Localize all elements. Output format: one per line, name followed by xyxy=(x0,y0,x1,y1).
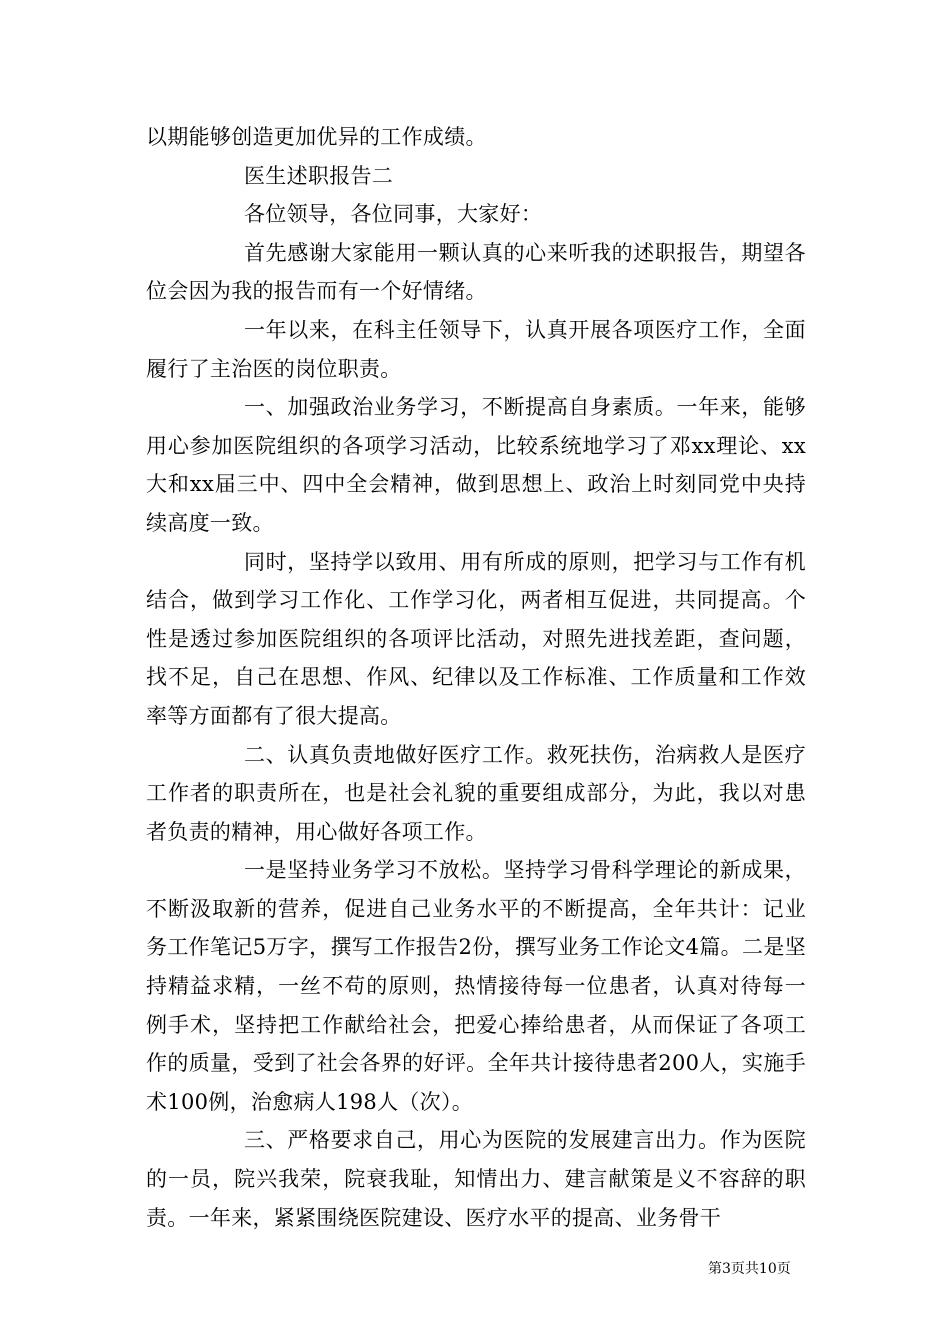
paragraph-point-one: 一、加强政治业务学习，不断提高自身素质。一年来，能够用心参加医院组织的各项学习活动，比较系统地学习了邓xx理论、xx大和xx届三中、四中全会精神，做到思想上、政治上时刻同党中央持续高度一致。 xyxy=(146,395,806,535)
section-heading: 医生述职报告二 xyxy=(244,163,394,188)
paragraph-study-practice: 同时，坚持学以致用、用有所成的原则，把学习与工作有机结合，做到学习工作化、工作学习化，两者相互促进，共同提高。个性是透过参加医院组织的各项评比活动，对照先进找差距，查问题，找不足，自己在思想、作风、纪律以及工作标准、工作质量和工作效率等方面都有了很大提高。 xyxy=(146,549,806,728)
paragraph-greeting: 各位领导，各位同事，大家好： xyxy=(244,202,543,227)
document-body xyxy=(146,118,806,1237)
paragraph-point-two: 二、认真负责地做好医疗工作。救死扶伤，治病救人是医疗工作者的职责所在，也是社会礼貌的重要组成部分，为此，我以对患者负责的精神，用心做好各项工作。 xyxy=(146,742,806,844)
paragraph-thanks: 首先感谢大家能用一颗认真的心来听我的述职报告，期望各位会因为我的报告而有一个好情绪。 xyxy=(146,240,806,304)
paragraph-achievements: 一是坚持业务学习不放松。坚持学习骨科学理论的新成果，不断汲取新的营养，促进自己业务水平的不断提高，全年共计：记业务工作笔记5万字，撰写工作报告2份，撰写业务工作论文4篇。二是坚持精益求精，一丝不苟的原则，热情接待每一位患者，认真对待每一例手术，坚持把工作献给社会，把爱心捧给患者，从而保证了各项工作的质量，受到了社会各界的好评。全年共计接待患者200人，实施手术100例，治愈病人198人（次）。 xyxy=(146,858,806,1114)
paragraph-overview: 一年以来，在科主任领导下，认真开展各项医疗工作，全面履行了主治医的岗位职责。 xyxy=(146,317,806,381)
paragraph-point-three: 三、严格要求自己，用心为医院的发展建言出力。作为医院的一员，院兴我荣，院衰我耻，知情出力、建言献策是义不容辞的职责。一年来，紧紧围绕医院建设、医疗水平的提高、业务骨干 xyxy=(146,1128,806,1230)
page-number-footer: 第3页共10页 xyxy=(708,1261,791,1277)
paragraph-continuation: 以期能够创造更加优异的工作成绩。 xyxy=(146,125,487,149)
